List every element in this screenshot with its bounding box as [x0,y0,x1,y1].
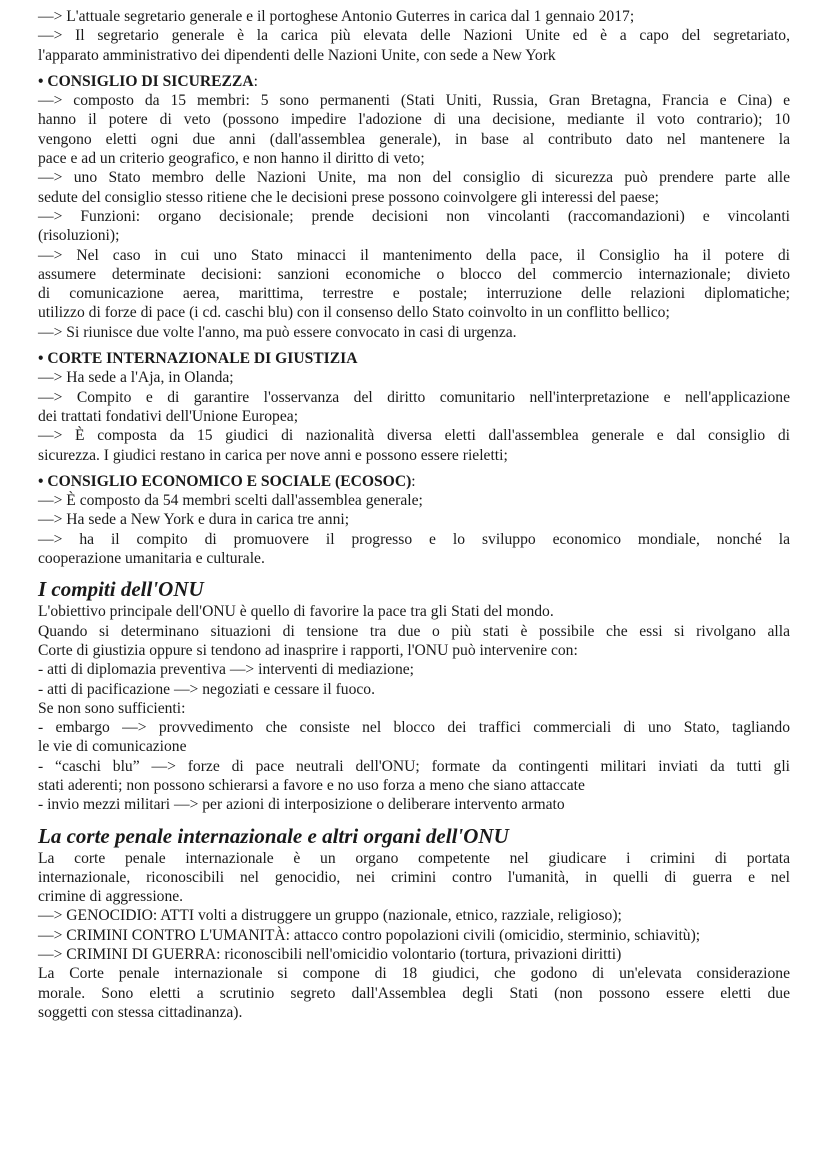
line-text: internazionale, riconoscibili nel genocidio, nei crimini contro l'umanità, in quelli di guerra e nel [38,868,790,886]
text-line [38,887,790,906]
paragraph [38,680,790,699]
line-text: La corte penale internazionale e altri organi dell'ONU [38,823,509,848]
paragraph [38,26,790,65]
paragraph [38,388,790,427]
text-line [38,964,790,983]
line-text: —> Si riunisce due volte l'anno, ma può essere convocato in casi di urgenza. [38,323,517,341]
line-text: pace e ad un criterio geografico, e non hanno il diritto di veto; [38,150,425,168]
text-line [38,303,790,322]
text-line [38,130,790,149]
text-line [38,91,790,110]
text-line [38,795,790,814]
line-text: cooperazione umanitaria e culturale. [38,550,265,568]
text-line [38,149,790,168]
line-text: —> GENOCIDIO: ATTI volti a distruggere un gruppo (nazionale, etnico, razziale, religioso); [38,907,622,925]
text-line [38,1003,790,1022]
paragraph [38,660,790,679]
text-line [38,945,790,964]
line-text: - atti di pacificazione —> negoziati e cessare il fuoco. [38,680,375,698]
paragraph [38,91,790,168]
paragraph [38,945,790,964]
line-text: (risoluzioni); [38,227,120,245]
line-text: assumere determinate decisioni: sanzioni economiche o blocco del commercio internazionale; divieto [38,265,790,283]
line-text: —> Compito e di garantire l'osservanza del diritto comunitario nell'interpretazione e nell'applicazione [38,388,790,406]
text-line [38,207,790,226]
paragraph [38,906,790,925]
line-text: sicurezza. I giudici restano in carica per nove anni e possono essere rieletti; [38,446,508,464]
text-line [38,407,790,426]
text-line [38,46,790,65]
line-text: - “caschi blu” —> forze di pace neutrali dell'ONU; formate da contingenti militari inviati da tutti gli [38,757,790,775]
text-line [38,368,790,387]
paragraph [38,246,790,323]
line-text: La corte penale internazionale è un organo competente nel giudicare i crimini di portata [38,849,790,867]
line-text: - embargo —> provvedimento che consiste nel blocco dei traffici commerciali di uno Stato, tagliando [38,719,790,737]
paragraph [38,602,790,621]
text-line [38,926,790,945]
text-line [38,549,790,568]
text-line [38,737,790,756]
text-line [38,849,790,868]
paragraph [38,757,790,796]
section-heading [38,472,790,491]
line-text: soggetti con stessa cittadinanza). [38,1003,243,1021]
section-heading [38,72,790,91]
line-text: crimine di aggressione. [38,888,184,906]
line-text: La Corte penale internazionale si compone di 18 giudici, che godono di un'elevata considerazione [38,965,790,983]
line-text: • CONSIGLIO ECONOMICO E SOCIALE (ECOSOC) [38,472,412,490]
text-line [38,72,790,91]
line-text: Quando si determinano situazioni di tensione tra due o più stati è possibile che essi si rivolgano alla [38,622,790,640]
paragraph [38,168,790,207]
text-line [38,265,790,284]
line-text: —> ha il compito di promuovere il progresso e lo sviluppo economico mondiale, nonché la [38,530,790,548]
line-text: —> È composta da 15 giudici di nazionalità diversa eletti dall'assemblea generale e dal consiglio di [38,427,790,445]
text-line [38,906,790,925]
text-line [38,491,790,510]
line-text: l'apparato amministrativo dei dipendenti delle Nazioni Unite, con sede a New York [38,46,556,64]
paragraph [38,491,790,510]
line-text: —> È composto da 54 membri scelti dall'assemblea generale; [38,492,423,510]
text-line [38,446,790,465]
paragraph [38,510,790,529]
text-line [38,168,790,187]
text-line [38,776,790,795]
paragraph [38,926,790,945]
paragraph [38,530,790,569]
text-line [38,660,790,679]
paragraph [38,426,790,465]
text-line [38,323,790,342]
line-text: L'obiettivo principale dell'ONU è quello di favorire la pace tra gli Stati del mondo. [38,603,554,621]
line-text: • CONSIGLIO DI SICUREZZA [38,72,254,90]
text-line [38,757,790,776]
text-line [38,984,790,1003]
line-text: —> Ha sede a l'Aja, in Olanda; [38,369,234,387]
section-heading [38,349,790,368]
line-text: - invio mezzi militari —> per azioni di interposizione o deliberare intervento armato [38,796,565,814]
line-text: di comunicazione aerea, marittima, terrestre e postale; interruzione delle relazioni diplomatiche; [38,285,790,303]
line-text: • CORTE INTERNAZIONALE DI GIUSTIZIA [38,350,358,368]
line-text: —> Il segretario generale è la carica più elevata delle Nazioni Unite ed è a capo del segretariato, [38,27,790,45]
paragraph [38,699,790,718]
line-text: dei trattati fondativi dell'Unione Europea; [38,407,299,425]
line-text: —> Funzioni: organo decisionale; prende decisioni non vincolanti (raccomandazioni) e vincolanti [38,207,790,225]
line-text: —> Ha sede a New York e dura in carica tre anni; [38,511,350,529]
text-line [38,349,790,368]
line-text: - atti di diplomazia preventiva —> interventi di mediazione; [38,661,414,679]
paragraph [38,622,790,661]
text-line [38,426,790,445]
paragraph [38,718,790,757]
line-text: Se non sono sufficienti: [38,699,186,717]
text-line [38,577,790,601]
text-line [38,188,790,207]
text-line [38,284,790,303]
line-text: —> CRIMINI CONTRO L'UMANITÀ: attacco contro popolazioni civili (omicidio, sterminio, schiavitù); [38,926,701,944]
text-line [38,602,790,621]
paragraph [38,795,790,814]
text-line [38,246,790,265]
paragraph [38,207,790,246]
text-line [38,718,790,737]
line-text: —> Nel caso in cui uno Stato minacci il mantenimento della pace, il Consiglio ha il potere di [38,246,790,264]
text-line [38,641,790,660]
text-line [38,699,790,718]
line-text: utilizzo di forze di pace (i cd. caschi blu) con il consenso dello Stato coinvolto in un conflitto bellico; [38,304,670,322]
section-title [38,577,790,601]
heading-colon: : [411,472,416,490]
text-line [38,110,790,129]
text-line [38,868,790,887]
text-line [38,824,790,848]
line-text: —> L'attuale segretario generale e il portoghese Antonio Guterres in carica dal 1 gennaio 2017; [38,8,635,25]
paragraph [38,964,790,1022]
text-line [38,7,790,26]
line-text: vengono eletti ogni due anni (dall'assemblea generale), in base al contributo dato nel mantenere la [38,130,790,148]
line-text: morale. Sono eletti a scrutinio segreto dall'Assemblea degli Stati (non possono essere eletti due [38,984,790,1002]
paragraph [38,323,790,342]
text-line [38,388,790,407]
line-text: I compiti dell'ONU [38,577,204,602]
line-text: stati aderenti; non possono schierarsi a favore e no uso forza a meno che siano attaccate [38,776,585,794]
text-line [38,510,790,529]
line-text: —> composto da 15 membri: 5 sono permanenti (Stati Uniti, Russia, Gran Bretagna, Francia e Cina) e [38,92,790,110]
paragraph [38,368,790,387]
heading-colon: : [253,72,258,90]
section-title [38,824,790,848]
text-line [38,26,790,45]
paragraph [38,849,790,907]
text-line [38,472,790,491]
text-line [38,226,790,245]
line-text: sedute del consiglio stesso ritiene che le decisioni prese possono coinvolgere gli interessi del paese; [38,188,659,206]
paragraph [38,7,790,26]
line-text: —> CRIMINI DI GUERRA: riconoscibili nell'omicidio volontario (tortura, privazioni diritti) [38,946,622,964]
text-line [38,622,790,641]
text-line [38,680,790,699]
line-text: hanno il potere di veto (possono impedire l'adozione di una decisione, mediante il voto contrario); 10 [38,111,790,129]
text-line [38,530,790,549]
line-text: Corte di giustizia oppure si tendono ad inasprire i rapporti, l'ONU può intervenire con: [38,641,578,659]
line-text: —> uno Stato membro delle Nazioni Unite, ma non del consiglio di sicurezza può prendere parte alle [38,169,790,187]
line-text: le vie di comunicazione [38,738,187,756]
